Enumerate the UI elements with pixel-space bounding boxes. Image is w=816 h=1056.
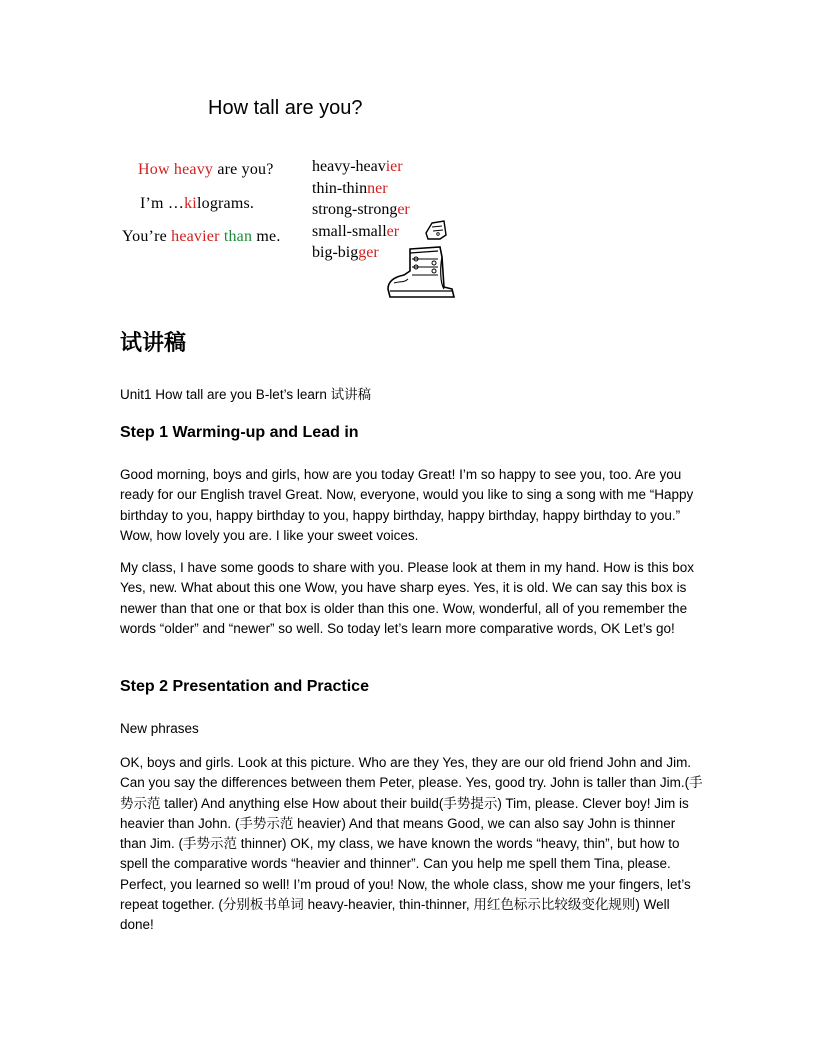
- word-base: big-big: [312, 244, 359, 261]
- blackboard-picture: [110, 95, 470, 300]
- document-subtitle: Unit1 How tall are you B-let’s learn 试讲稿: [120, 387, 372, 402]
- board-sentence-question-red: How heavy: [138, 161, 214, 178]
- board-sentence-answer-pre: I’m …: [140, 195, 185, 212]
- shoe-icon: [382, 217, 458, 301]
- word-base: thin-thin: [312, 179, 368, 197]
- board-sentence-comparison: [122, 228, 281, 246]
- word-suffix: er: [386, 222, 400, 240]
- word-suffix: ier: [385, 158, 403, 175]
- word-pair: [312, 156, 410, 178]
- step2-paragraph-1: OK, boys and girls. Look at this picture. Who are they Yes, they are our old friend John and Jim. Can you say the differences between them Peter, please. Yes, good try. John is taller than Jim.(手势示范 taller) And anything else How about their build(手势提示) Tim, please. Clever boy! Jim is heavier than John. (手势示范 heavier) And that means Good, we can also say John is thinner than Jim. (手势示范 thinner) OK, my class, we have known the words “heavy, thin”, but how to spell the comparative words “heavier and thinner”. Can you help me spell them Tina, please. Perfect, you learned so well! I’m proud of you! Now, the whole class, show me your fingers, let’s repeat together. (分别板书单词 heavy-heavier, thin-thinner, 用红色标示比较级变化规则) Well done!: [120, 755, 703, 933]
- word-pair: [312, 178, 410, 200]
- step2-label: New phrases: [120, 721, 199, 736]
- word-suffix: er: [397, 201, 410, 218]
- word-base: strong-strong: [312, 201, 398, 218]
- step1-paragraph-2: My class, I have some goods to share with you. Please look at them in my hand. How is this box Yes, new. What about this one Wow, you have sharp eyes. Yes, it is old. We can say this box is newer than that one or that box is older than this one. Wow, wonderful, all of you remember the words “older” and “newer” so well. So today let’s learn more comparative words, OK Let’s go!: [120, 560, 695, 636]
- word-base: heavy-heav: [312, 158, 386, 175]
- board-sentence-question: [138, 161, 274, 179]
- word-suffix: ger: [358, 244, 379, 261]
- board-sentence-comparison-pre: You’re: [122, 228, 172, 245]
- board-sentence-answer-red: ki: [184, 195, 197, 212]
- word-base: small-small: [312, 222, 387, 240]
- step1-heading: Step 1 Warming-up and Lead in: [120, 424, 359, 441]
- word-suffix: ner: [367, 179, 388, 197]
- board-sentence-answer-post: lograms.: [196, 195, 255, 212]
- board-sentence-comparison-post: me.: [252, 228, 281, 245]
- board-sentence-comparison-green: than: [223, 228, 253, 245]
- step1-paragraph-1: Good morning, boys and girls, how are you today Great! I’m so happy to see you, too. Are you ready for our English travel Great. Now, everyone, would you like to sing a song with me “Happy birthday to you, happy birthday to you, happy birthday, happy birthday, happy birthday to you.” Wow, how lovely you are. I like your sweet voices.: [120, 467, 694, 543]
- board-sentence-answer: [140, 195, 254, 213]
- board-sentence-comparison-red: heavier: [171, 228, 220, 245]
- board-title: How tall are you?: [208, 97, 363, 119]
- document-heading: 试讲稿: [120, 331, 187, 356]
- board-sentence-question-rest: are you?: [213, 161, 274, 178]
- step2-heading: Step 2 Presentation and Practice: [120, 678, 369, 695]
